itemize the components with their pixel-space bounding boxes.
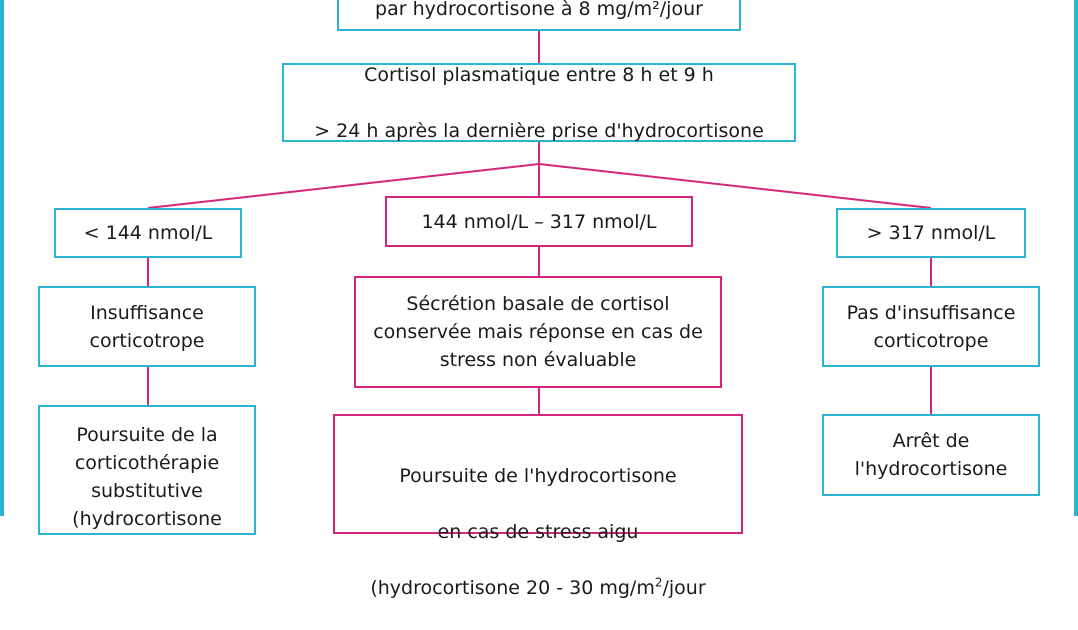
basal-secretion-text: Sécrétion basale de cortisol conservée mais réponse en cas de stress non évaluable [373, 293, 703, 371]
insufficiency-box [38, 286, 256, 367]
dose-unit: /jour [662, 577, 706, 599]
continue-corticotherapy-box [38, 405, 256, 535]
basal-secretion-box [354, 276, 722, 388]
high-range-box [836, 208, 1026, 258]
treatment-text: par hydrocortisone à 8 mg/m²/jour [375, 0, 703, 20]
low-range-text: < 144 nmol/L [83, 222, 213, 244]
no-insufficiency-text: Pas d'insuffisance corticotrope [846, 301, 1016, 352]
dose-superscript: 2 [654, 575, 663, 590]
cortisol-test-line1: Cortisol plasmatique entre 8 h et 9 h [364, 63, 714, 86]
continue-corticotherapy-text: Poursuite de la corticothérapie substitutive (hydrocortisone [72, 424, 222, 530]
cortisol-test-line2: > 24 h après la dernière prise d'hydrocortisone [314, 119, 764, 142]
cortisol-test-box [282, 63, 796, 142]
no-insufficiency-box [822, 286, 1040, 367]
treatment-box [337, 0, 741, 31]
mid-range-box [385, 196, 693, 247]
continue-hydrocortisone-line1: Poursuite de l'hydrocortisone [399, 465, 677, 487]
high-range-text: > 317 nmol/L [866, 222, 996, 244]
continue-hydrocortisone-box [333, 414, 743, 599]
dose-text: (hydrocortisone 20 - 30 mg/m [370, 577, 655, 599]
low-range-box [54, 208, 242, 258]
stop-hydrocortisone-text: Arrêt de l'hydrocortisone [854, 430, 1008, 480]
insufficiency-text: Insuffisance corticotrope [89, 301, 205, 352]
continue-hydrocortisone-line2: en cas de stress aigu [437, 521, 639, 543]
continue-hydrocortisone-line3 [370, 574, 705, 602]
stop-hydrocortisone-box [822, 414, 1040, 496]
mid-range-text: 144 nmol/L – 317 nmol/L [421, 210, 657, 233]
